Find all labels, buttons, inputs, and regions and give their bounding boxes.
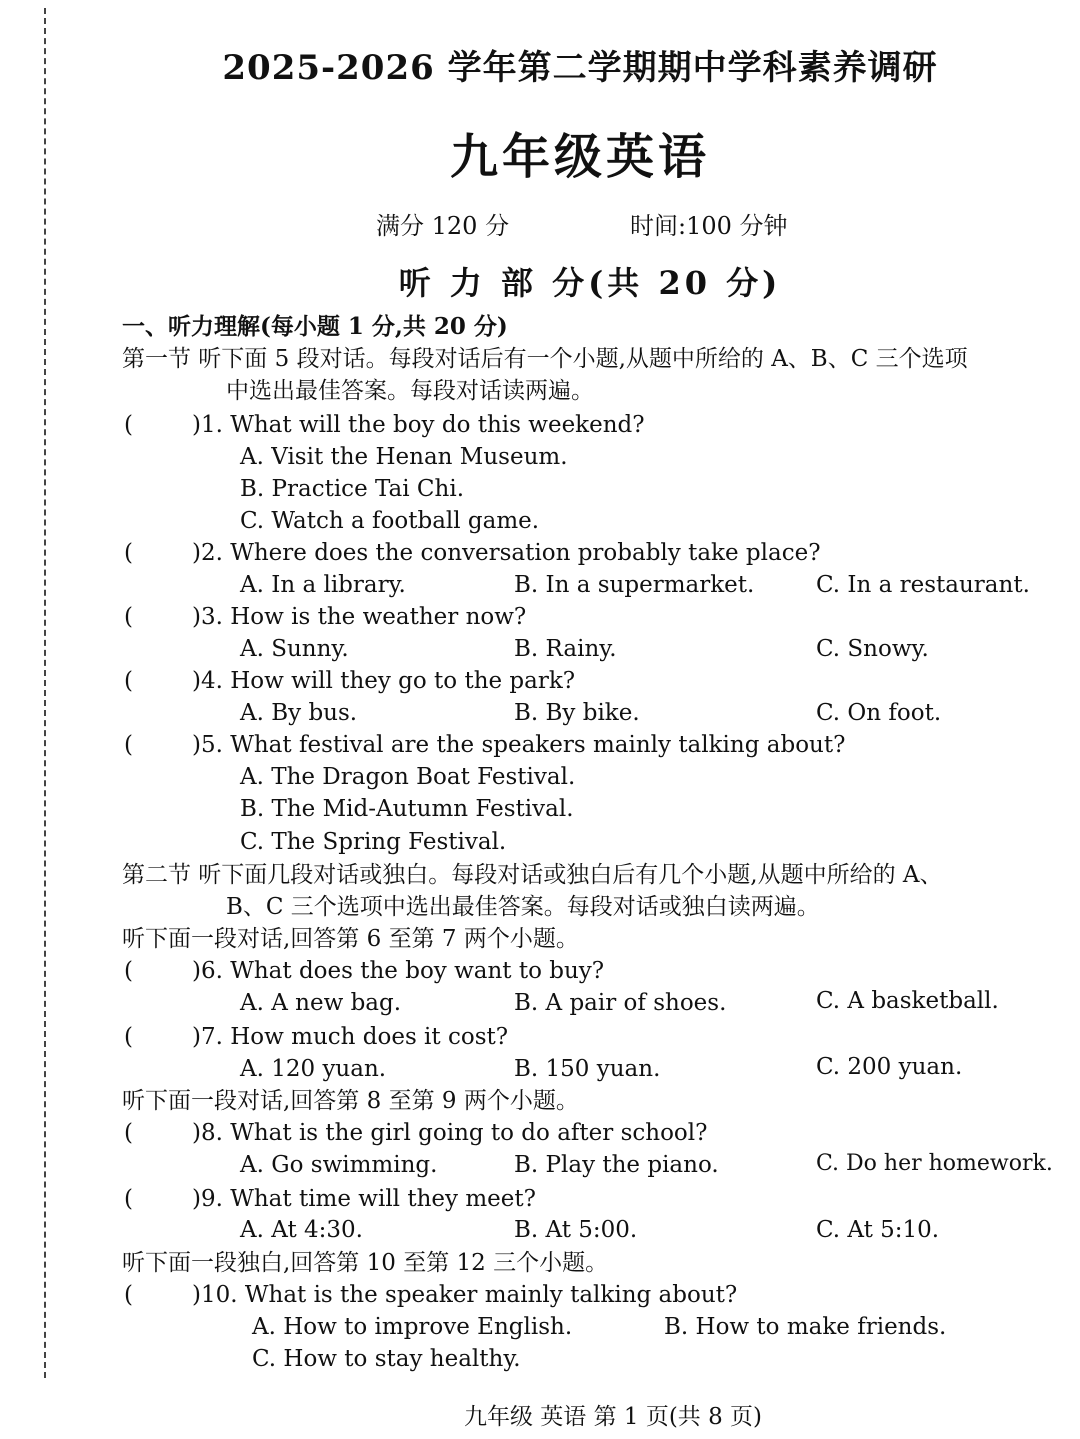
q4-option-c: C. On foot. (816, 700, 942, 726)
q3-option-a: A. Sunny. (240, 636, 349, 662)
group-instruction-6-7: 听下面一段对话,回答第 6 至第 7 两个小题。 (122, 926, 579, 952)
q4-option-b: B. By bike. (514, 700, 640, 726)
answer-paren: ( (124, 732, 133, 758)
question-6: )6. What does the boy want to buy? (192, 958, 605, 984)
q8-option-b: B. Play the piano. (514, 1152, 719, 1178)
answer-paren: ( (124, 668, 133, 694)
full-score: 满分 120 分 (376, 212, 510, 240)
q8-option-c: C. Do her homework. (816, 1151, 1053, 1176)
subsection-1-instruction-cont: 中选出最佳答案。每段对话读两遍。 (226, 378, 594, 404)
question-2: )2. Where does the conversation probably take place? (192, 540, 821, 566)
q1-option-c: C. Watch a football game. (240, 508, 540, 534)
q9-option-a: A. At 4:30. (240, 1217, 363, 1243)
question-1: )1. What will the boy do this weekend? (192, 412, 645, 438)
q5-option-c: C. The Spring Festival. (240, 829, 507, 855)
answer-paren: ( (124, 958, 133, 984)
q5-option-a: A. The Dragon Boat Festival. (240, 764, 576, 790)
q7-option-b: B. 150 yuan. (514, 1056, 661, 1082)
q6-option-c: C. A basketball. (816, 988, 999, 1014)
q6-option-b: B. A pair of shoes. (514, 990, 727, 1016)
q9-option-c: C. At 5:10. (816, 1217, 940, 1243)
q1-option-b: B. Practice Tai Chi. (240, 476, 465, 502)
q3-option-b: B. Rainy. (514, 636, 617, 662)
answer-paren: ( (124, 412, 133, 438)
q4-option-a: A. By bus. (240, 700, 358, 726)
answer-paren: ( (124, 1024, 133, 1050)
question-7: )7. How much does it cost? (192, 1024, 509, 1050)
answer-paren: ( (124, 1186, 133, 1212)
answer-paren: ( (124, 604, 133, 630)
group-instruction-10-12: 听下面一段独白,回答第 10 至第 12 三个小题。 (122, 1250, 609, 1276)
question-3: )3. How is the weather now? (192, 604, 527, 630)
q3-option-c: C. Snowy. (816, 636, 929, 662)
q9-option-b: B. At 5:00. (514, 1217, 638, 1243)
answer-paren: ( (124, 1120, 133, 1146)
answer-paren: ( (124, 1282, 133, 1308)
question-5: )5. What festival are the speakers mainly talking about? (192, 732, 846, 758)
q2-option-b: B. In a supermarket. (514, 572, 755, 598)
q2-option-c: C. In a restaurant. (816, 572, 1030, 598)
q7-option-a: A. 120 yuan. (240, 1056, 387, 1082)
exam-time: 时间:100 分钟 (630, 212, 788, 240)
question-9: )9. What time will they meet? (192, 1186, 536, 1212)
question-8: )8. What is the girl going to do after school? (192, 1120, 708, 1146)
answer-paren: ( (124, 540, 133, 566)
subsection-2-instruction: 第二节 听下面几段对话或独白。每段对话或独白后有几个小题,从题中所给的 A、 (122, 862, 943, 888)
cut-line-divider (44, 8, 46, 1378)
section-heading: 一、听力理解(每小题 1 分,共 20 分) (122, 313, 508, 340)
subsection-1-instruction: 第一节 听下面 5 段对话。每段对话后有一个小题,从题中所给的 A、B、C 三个选项 (122, 346, 968, 372)
q8-option-a: A. Go swimming. (240, 1152, 438, 1178)
q10-option-b: B. How to make friends. (664, 1314, 947, 1340)
page-footer: 九年级 英语 第 1 页(共 8 页) (463, 1404, 763, 1430)
q10-option-c: C. How to stay healthy. (252, 1346, 521, 1372)
part-title: 听 力 部 分(共 20 分) (398, 264, 782, 302)
question-4: )4. How will they go to the park? (192, 668, 576, 694)
q5-option-b: B. The Mid-Autumn Festival. (240, 796, 574, 822)
group-instruction-8-9: 听下面一段对话,回答第 8 至第 9 两个小题。 (122, 1088, 579, 1114)
q10-option-a: A. How to improve English. (252, 1314, 573, 1340)
subject-title: 九年级英语 (449, 129, 710, 185)
q1-option-a: A. Visit the Henan Museum. (240, 444, 568, 470)
question-10: )10. What is the speaker mainly talking about? (192, 1282, 738, 1308)
q6-option-a: A. A new bag. (240, 990, 402, 1016)
q2-option-a: A. In a library. (240, 572, 406, 598)
subsection-2-instruction-cont: B、C 三个选项中选出最佳答案。每段对话或独白读两遍。 (226, 894, 820, 920)
exam-title: 2025-2026 学年第二学期期中学科素养调研 (222, 48, 938, 88)
q7-option-c: C. 200 yuan. (816, 1054, 963, 1080)
